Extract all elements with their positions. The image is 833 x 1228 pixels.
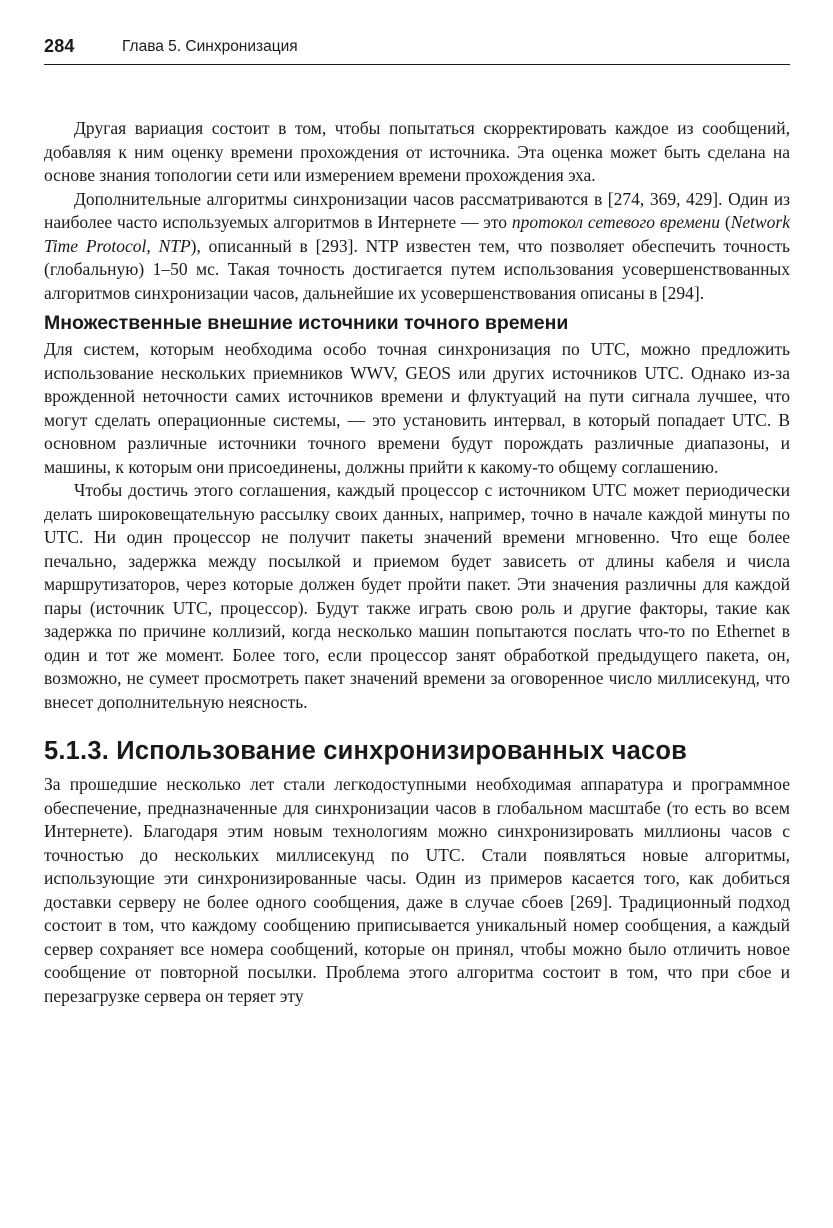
section-heading: 5.1.3. Использование синхронизированных часов [44,737,688,765]
book-page [44,34,790,1006]
paragraph-5: За прошедшие несколько лет стали легкодоступными необходимая аппаратура и программное обеспечение, предназначенные для синхронизации часов в глобальном масштабе (то есть во всем Интернете). Благодаря этим новым технологиям можно синхронизировать миллионы часов с точностью до нескольких миллисекунд по UTC. Стали появляться новые алгоритмы, использующие эти синхронизированные часы. Один из примеров касается того, как добиться доставки серверу не более одного сообщения, даже в случае сбоев [269]. Традиционный подход состоит в том, что каждому сообщению приписывается уникальный номер сообщения, а каждый сервер сохраняет все номера сообщений, которые он принял, чтобы можно было отличить новое сообщение от повторной посылки. Проблема этого алгоритма состоит в том, что при сбое и перезагрузке сервера он теряет эту [44,774,790,1006]
paragraph-2-text-c: ( [719,212,731,232]
running-header [44,34,790,65]
chapter-title: Глава 5. Синхронизация [122,38,298,55]
paragraph-2-text-e: ), описанный в [293]. NTP известен тем, что позволяет обеспечить точность (глобальную) 1–50 мс. Такая точность достигается путем использования усовершенствованных алгоритмов синхронизации часов, дальнейшие их усовершенствования описаны в [294]. [44,235,790,303]
ntp-term-russian: протокол сетевого времени [511,212,720,232]
paragraph-4: Чтобы достичь этого соглашения, каждый процессор с источником UTC может периодически делать широковещательную рассылку своих данных, например, точно в начале каждой минуты по UTC. Ни один процессор не получит пакеты значений времени мгновенно. Что еще более печально, задержка между посылкой и приемом будет зависеть от длины кабеля и числа маршрутизаторов, через которые должен будет пройти пакет. Эти значения различны для каждой пары (источник UTC, процессор). Будут также играть свою роль и другие факторы, такие как задержка по причине коллизий, когда несколько машин попытаются послать что-то по Ethernet в один и тот же момент. Более того, если процессор занят обработкой предыдущего пакета, он, возможно, не сумеет просмотреть пакет значений времени за оговоренное число миллисекунд, что внесет дополнительную неясность. [44,480,790,712]
paragraph-2 [44,188,790,306]
paragraph-1: Другая вариация состоит в том, чтобы попытаться скорректировать каждое из сообщений, добавляя к ним оценку времени прохождения от источника. Эта оценка может быть сделана на основе знания топологии сети или измерением времени прохождения эха. [44,118,790,185]
paragraph-3: Для систем, которым необходима особо точная синхронизация по UTC, можно предложить использование нескольких приемников WWV, GEOS или других источников UTC. Однако из-за врожденной неточности самих источников времени и флуктуаций на пути сигнала лучшее, что могут сделать операционные системы, — это установить интервал, в который попадает UTC. В основном различные источники точного времени будут порождать различные диапазоны, и машины, к которым они присоединены, должны прийти к какому-то общему соглашению. [44,339,790,477]
paragraph-2-text-a: Дополнительные алгоритмы синхронизации часов рассматриваются в [274, 369, 429]. Один из наиболее часто используемых алгоритмов в Интернете — это [44,188,790,232]
ntp-term-english: Network Time Protocol, NTP [44,212,790,256]
page-body [44,117,790,1008]
subsection-heading: Множественные внешние источники точного времени [44,312,569,334]
page-number: 284 [44,36,75,56]
